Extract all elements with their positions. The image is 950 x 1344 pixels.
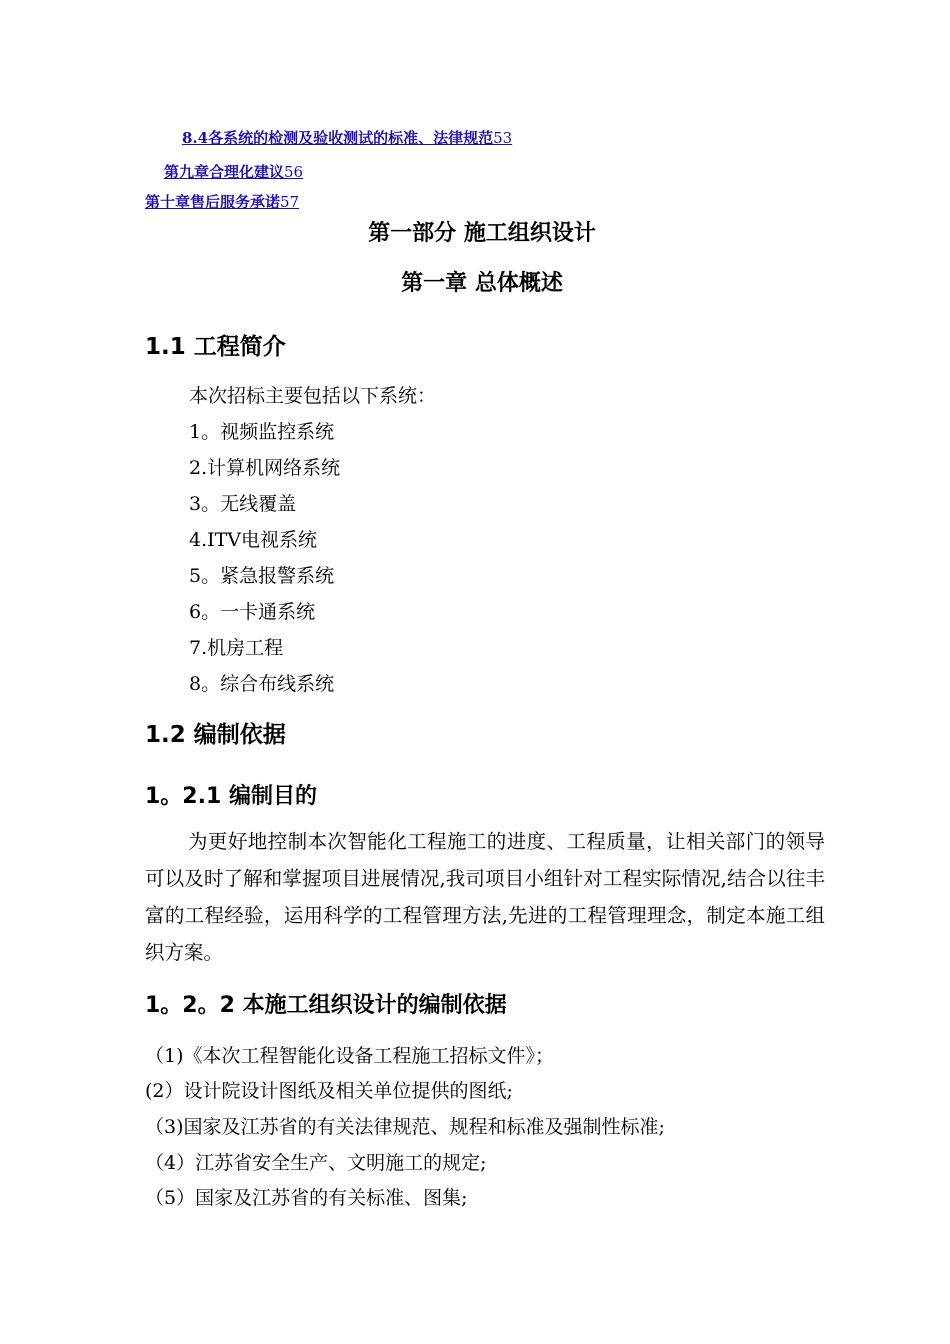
toc-link-chapter-9[interactable]: 第九章合理化建议56	[164, 163, 304, 181]
list-item: 7.机房工程	[189, 637, 284, 659]
list-item: 8。综合布线系统	[189, 673, 335, 695]
section-heading-1-2-1: 1。2.1 编制目的	[145, 784, 317, 809]
section-intro: 本次招标主要包括以下系统：	[189, 385, 437, 407]
toc-link-8-4[interactable]: 8.4各系统的检测及验收测试的标准、法律规范53	[182, 129, 513, 147]
list-item: 1。视频监控系统	[189, 421, 335, 443]
purpose-paragraph: 为更好地控制本次智能化工程施工的进度、工程质量，让相关部门的领导可以及时了解和掌握项目进展情况,我司项目小组针对工程实际情况,结合以往丰富的工程经验，运用科学的工程管理方法,先进的工程管理理念，制定本施工组织方案。	[145, 830, 825, 964]
toc-link-chapter-10[interactable]: 第十章售后服务承诺57	[145, 193, 300, 211]
basis-item: (2）设计院设计图纸及相关单位提供的图纸;	[145, 1080, 513, 1102]
list-item: 5。紧急报警系统	[189, 565, 335, 587]
basis-item: （5）国家及江苏省的有关标准、图集;	[145, 1187, 468, 1209]
list-item: 4.ITV电视系统	[189, 529, 318, 551]
section-heading-1-2: 1.2 编制依据	[145, 722, 286, 748]
list-item: 2.计算机网络系统	[189, 457, 341, 479]
section-heading-1-1: 1.1 工程简介	[145, 334, 286, 360]
part-title: 第一部分 施工组织设计	[368, 221, 596, 246]
list-item: 6。一卡通系统	[189, 601, 316, 623]
basis-item: （4）江苏省安全生产、文明施工的规定;	[145, 1152, 487, 1174]
basis-item: （1)《本次工程智能化设备工程施工招标文件》；	[145, 1045, 555, 1067]
basis-item: （3)国家及江苏省的有关法律规范、规程和标准及强制性标准;	[145, 1116, 665, 1138]
chapter-title: 第一章 总体概述	[401, 271, 563, 296]
section-heading-1-2-2: 1。2。2 本施工组织设计的编制依据	[145, 993, 507, 1018]
list-item: 3。无线覆盖	[189, 493, 297, 515]
